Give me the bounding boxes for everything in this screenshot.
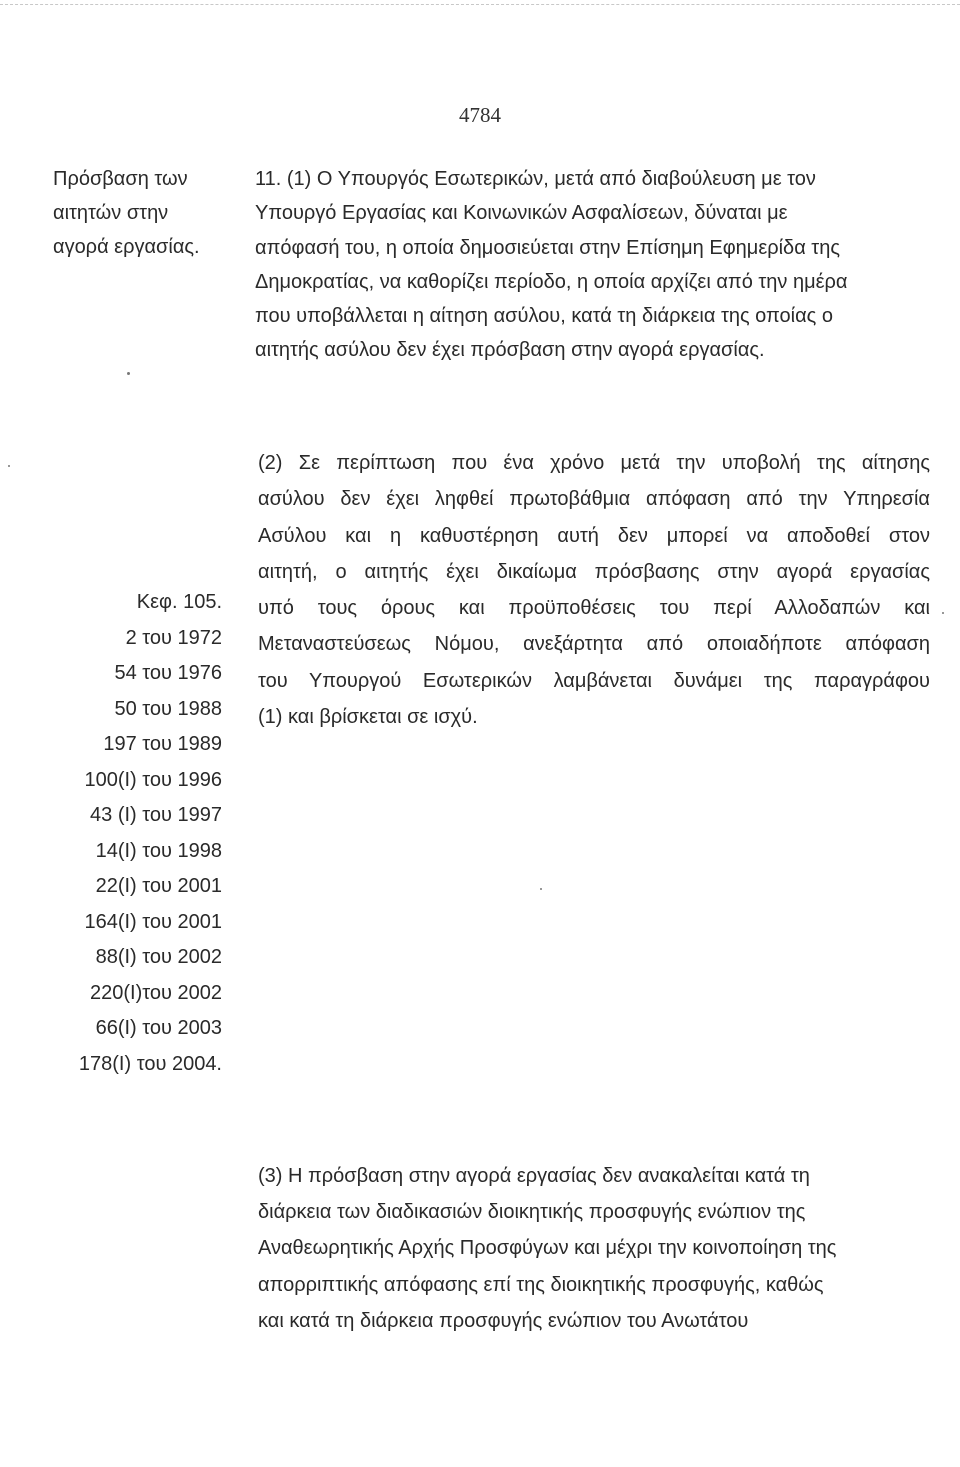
law-reference: 100(Ι) του 1996	[84, 768, 222, 791]
margin-title	[53, 162, 223, 264]
text-line: υπό τους όρους και προϋποθέσεις του περί Αλλοδαπών και	[258, 597, 930, 620]
text-line: (2) Σε περίπτωση που ένα χρόνο μετά την υποβολή της αίτησης	[258, 452, 930, 474]
law-reference: 54 του 1976	[114, 662, 222, 684]
text-line: και κατά τη διάρκεια προσφυγής ενώπιον του Ανωτάτου	[258, 1309, 749, 1332]
text-line: διάρκεια των διαδικασιών διοικητικής προσφυγής ενώπιον της	[258, 1201, 806, 1224]
scan-speck	[8, 465, 10, 467]
page-number: 4784	[459, 103, 501, 127]
text-line: απόφασή του, η οποία δημοσιεύεται στην Επίσημη Εφημερίδα της	[255, 236, 840, 259]
scan-speck	[942, 612, 944, 614]
law-reference: 2 του 1972	[125, 626, 222, 649]
law-reference: 22(Ι) του 2001	[95, 875, 222, 897]
text-line: ασύλου δεν έχει ληφθεί πρωτοβάθμια απόφαση από την Υπηρεσία	[258, 488, 930, 511]
text-line: Ασύλου και η καθυστέρηση αυτή δεν μπορεί να αποδοθεί στον	[258, 524, 930, 547]
section-2-paragraph	[258, 445, 930, 735]
law-reference: Κεφ. 105.	[136, 591, 222, 613]
section-1-paragraph	[255, 162, 925, 368]
law-reference: 220(Ι)του 2002	[90, 981, 222, 1004]
text-line: (1) και βρίσκεται σε ισχύ.	[258, 706, 478, 729]
text-line: που υποβάλλεται η αίτηση ασύλου, κατά τη διάρκεια της οποίας ο	[255, 305, 833, 328]
margin-title-line: Πρόσβαση των	[53, 168, 188, 190]
law-references	[40, 585, 222, 1082]
scan-speck	[540, 888, 542, 890]
text-line: αιτητή, ο αιτητής έχει δικαίωμα πρόσβασης στην αγορά εργασίας	[258, 560, 930, 583]
law-reference: 43 (Ι) του 1997	[90, 804, 222, 826]
text-line: απορριπτικής απόφασης επί της διοικητικής προσφυγής, καθώς	[258, 1273, 824, 1296]
text-line: Αναθεωρητικής Αρχής Προσφύγων και μέχρι την κοινοποίηση της	[258, 1237, 837, 1260]
scan-edge-line	[0, 4, 960, 6]
margin-title-line: αιτητών στην	[53, 202, 169, 224]
law-reference: 178(Ι) του 2004.	[78, 1052, 222, 1075]
section-3-paragraph	[258, 1158, 908, 1339]
scan-speck	[127, 372, 130, 375]
margin-title-line: αγορά εργασίας.	[53, 236, 200, 258]
text-line: Μεταναστεύσεως Νόμου, ανεξάρτητα από οποιαδήποτε απόφαση	[258, 633, 930, 656]
text-line: του Υπουργού Εσωτερικών λαμβάνεται δυνάμει της παραγράφου	[258, 669, 930, 692]
law-reference: 50 του 1988	[114, 697, 222, 720]
text-line: Δημοκρατίας, να καθορίζει περίοδο, η οποία αρχίζει από την ημέρα	[255, 270, 848, 293]
law-reference: 164(Ι) του 2001	[84, 910, 222, 933]
law-reference: 88(Ι) του 2002	[95, 946, 222, 968]
text-line: αιτητής ασύλου δεν έχει πρόσβαση στην αγορά εργασίας.	[255, 339, 765, 362]
law-reference: 14(Ι) του 1998	[95, 839, 222, 862]
law-reference: 197 του 1989	[103, 733, 222, 755]
text-line: Υπουργό Εργασίας και Κοινωνικών Ασφαλίσεων, δύναται με	[255, 202, 788, 225]
law-reference: 66(Ι) του 2003	[95, 1017, 222, 1039]
text-line: 11. (1) Ο Υπουργός Εσωτερικών, μετά από διαβούλευση με τον	[255, 168, 816, 190]
text-line: (3) Η πρόσβαση στην αγορά εργασίας δεν ανακαλείται κατά τη	[258, 1165, 810, 1187]
